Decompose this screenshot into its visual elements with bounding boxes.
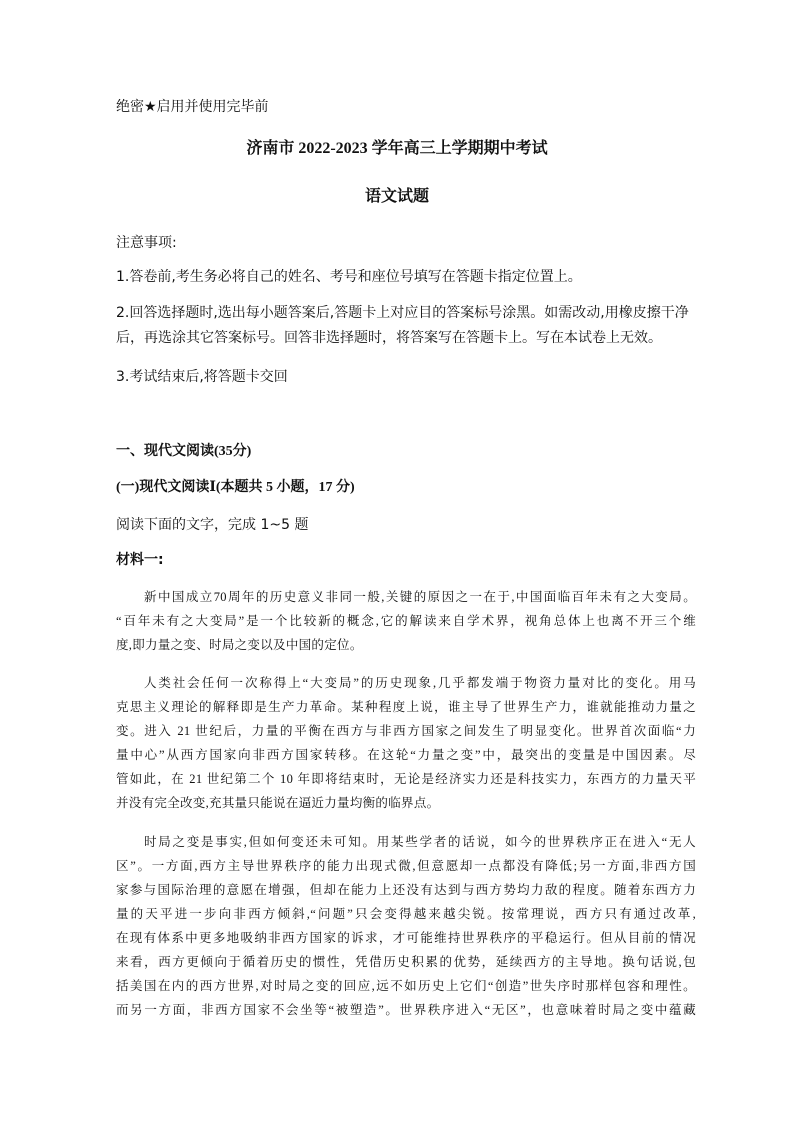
subsection-heading: (一)现代文阅读Ⅰ(本题共 5 小题，17 分) <box>116 480 355 495</box>
paragraph-line: 家参与国际治理的意愿在增强，但却在能力上还没有达到与西方势均力敌的程度。随着东西方力 <box>116 883 696 897</box>
material-label: 材料一: <box>116 552 164 568</box>
subject-title: 语文试题 <box>364 188 429 205</box>
note-item-2-line-2: 后，再选涂其它答案标号。回答非选择题时，将答案写在答题卡上。写在本试卷上无效。 <box>116 330 662 346</box>
paragraph-line: 克思主义理论的解释即是生产力革命。某种程度上说，谁主导了世界生产力，谁就能推动力量之 <box>116 700 696 714</box>
paragraph-line: 量中心”从西方国家向非西方国家转移。在这轮“力量之变”中，最突出的变量是中国因素。尽 <box>116 748 696 762</box>
note-item-2-line-1: 2.回答选择题时,选出每小题答案后,答题卡上对应目的答案标号涂黑。如需改动,用橡皮擦干净 <box>116 305 689 321</box>
paragraph-1 <box>116 585 696 657</box>
confidential-note: 绝密★启用并使用完毕前 <box>116 99 269 115</box>
paragraph-line: 变。进入 21 世纪后，力量的平衡在西方与非西方国家之间发生了明显变化。世界首次面临“力 <box>116 724 696 738</box>
paragraph-line: 人类社会任何一次称得上“大变局”的历史现象,几乎都发端于物资力量对比的变化。用马 <box>144 676 696 690</box>
paragraph-line: 度,即力量之变、时局之变以及中国的定位。 <box>116 638 363 652</box>
paragraph-line: 区”。一方面,西方主导世界秩序的能力出现式微,但意愿却一点都没有降低;另一方面,非西方国 <box>116 859 696 873</box>
paragraph-line: 来看，西方更倾向于循着历史的惯性，凭借历史积累的优势，延续西方的主导地。换句话说,包 <box>116 955 696 969</box>
notes-heading: 注意事项: <box>116 235 177 251</box>
exam-title: 济南市 2022-2023 学年高三上学期期中考试 <box>246 140 548 157</box>
note-item-1: 1.答卷前,考生务必将自己的姓名、考号和座位号填写在答题卡指定位置上。 <box>116 269 582 285</box>
paragraph-3 <box>116 830 696 1022</box>
paragraph-line: 在现有体系中更多地吸纳非西方国家的诉求，才可能维持世界秩序的平稳运行。但从目前的情况 <box>116 931 696 945</box>
paragraph-line: 括美国在内的西方世界,对时局之变的回应,远不如历史上它们“创造”世失序时那样包容和理性。 <box>116 979 696 993</box>
paragraph-line: 而另一方面，非西方国家不会坐等“被塑造”。世界秩序进入“无区”，也意味着时局之变中蕴藏 <box>116 1003 696 1017</box>
reading-instruction: 阅读下面的文字，完成 1~5 题 <box>116 517 309 533</box>
section-heading: 一、现代文阅读(35分) <box>116 444 252 459</box>
paragraph-line: 新中国成立70周年的历史意义非同一般,关键的原因之一在于,中国面临百年未有之大变局。 <box>144 590 696 604</box>
paragraph-line: “百年未有之大变局”是一个比较新的概念,它的解读来自学术界，视角总体上也离不开三个维 <box>116 614 696 628</box>
paragraph-line: 并没有完全改变,充其量只能说在逼近力量均衡的临界点。 <box>116 796 440 810</box>
paragraph-line: 管如此，在 21 世纪第二个 10 年即将结束时，无论是经济实力还是科技实力，东西方的力量天平 <box>116 772 696 786</box>
paragraph-2 <box>116 671 696 815</box>
paragraph-line: 量的天平进一步向非西方倾斜,“问题”只会变得越来越尖锐。按常理说，西方只有通过改革, <box>116 907 696 921</box>
note-item-3: 3.考试结束后,将答题卡交回 <box>116 369 288 385</box>
paragraph-line: 时局之变是事实,但如何变还未可知。用某些学者的话说，如今的世界秩序正在进入“无人 <box>144 835 696 849</box>
